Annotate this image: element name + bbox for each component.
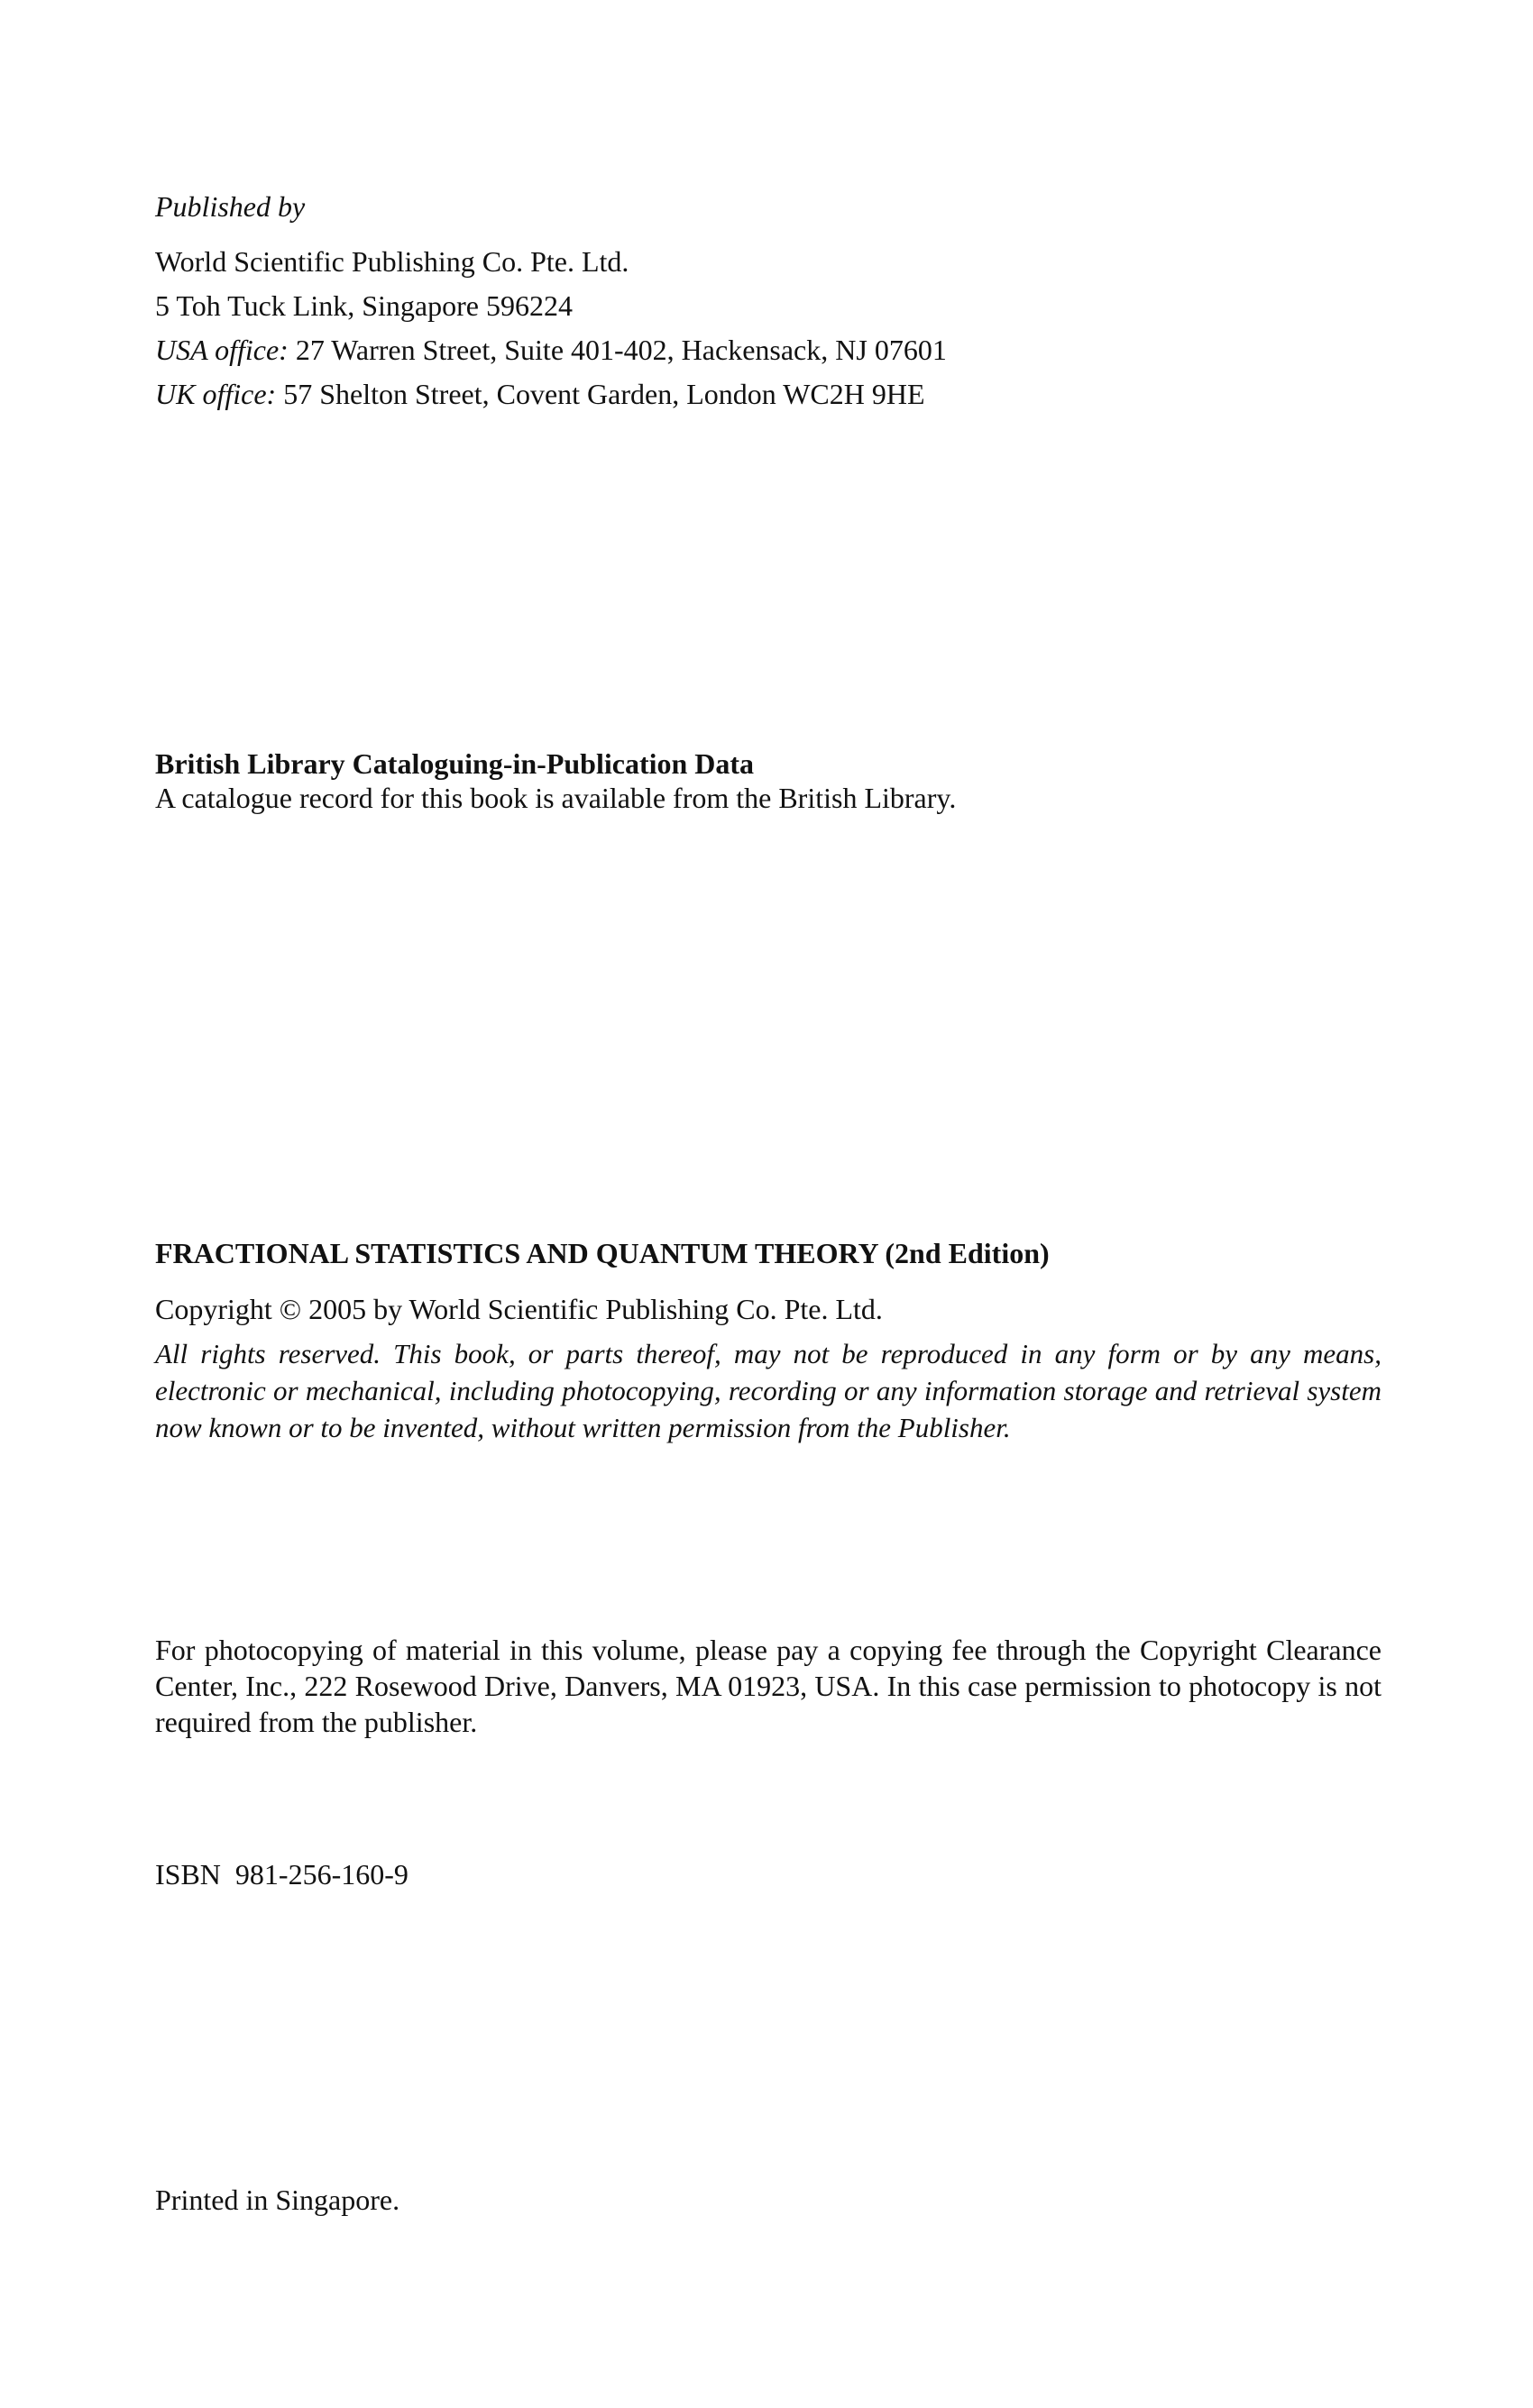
- published-by-label: Published by: [155, 190, 306, 223]
- uk-office-address: 57 Shelton Street, Covent Garden, London WC2H 9HE: [283, 378, 925, 410]
- isbn-text: ISBN 981-256-160-9: [155, 1858, 408, 1891]
- publisher-block: [155, 185, 1382, 417]
- uk-office-line: [155, 372, 1382, 417]
- usa-office-line: [155, 328, 1382, 372]
- cip-text: A catalogue record for this book is available from the British Library.: [155, 782, 957, 814]
- copyright-notice: Copyright © 2005 by World Scientific Publishing Co. Pte. Ltd.: [155, 1293, 883, 1325]
- publisher-address: 5 Toh Tuck Link, Singapore 596224: [155, 289, 573, 322]
- book-title: FRACTIONAL STATISTICS AND QUANTUM THEORY (2nd Edition): [155, 1237, 1050, 1269]
- usa-office-label: USA office:: [155, 334, 289, 366]
- publisher-name: World Scientific Publishing Co. Pte. Ltd.: [155, 245, 629, 278]
- rights-reserved-text: All rights reserved. This book, or parts thereof, may not be reproduced in any form or by any means, electronic or mechanical, including photocopying, recording or any information storage and retrieval system now known or to be invented, without written permission from the Publisher.: [155, 1338, 1382, 1443]
- printed-in-text: Printed in Singapore.: [155, 2184, 400, 2216]
- uk-office-label: UK office:: [155, 378, 277, 410]
- cip-heading: British Library Cataloguing-in-Publication Data: [155, 747, 755, 780]
- printed-block: [155, 2177, 1382, 2222]
- photocopy-notice: For photocopying of material in this volume, please pay a copying fee through the Copyright Clearance Center, Inc., 222 Rosewood Drive, Danvers, MA 01923, USA. In this case permission to photocopy is not required from the publisher.: [155, 1634, 1382, 1738]
- usa-office-address: 27 Warren Street, Suite 401-402, Hackensack, NJ 07601: [295, 334, 947, 366]
- isbn-block: [155, 1852, 1382, 1897]
- cip-block: [155, 746, 1382, 815]
- copyright-block: [155, 1231, 1382, 1446]
- photocopy-block: [155, 1632, 1382, 1740]
